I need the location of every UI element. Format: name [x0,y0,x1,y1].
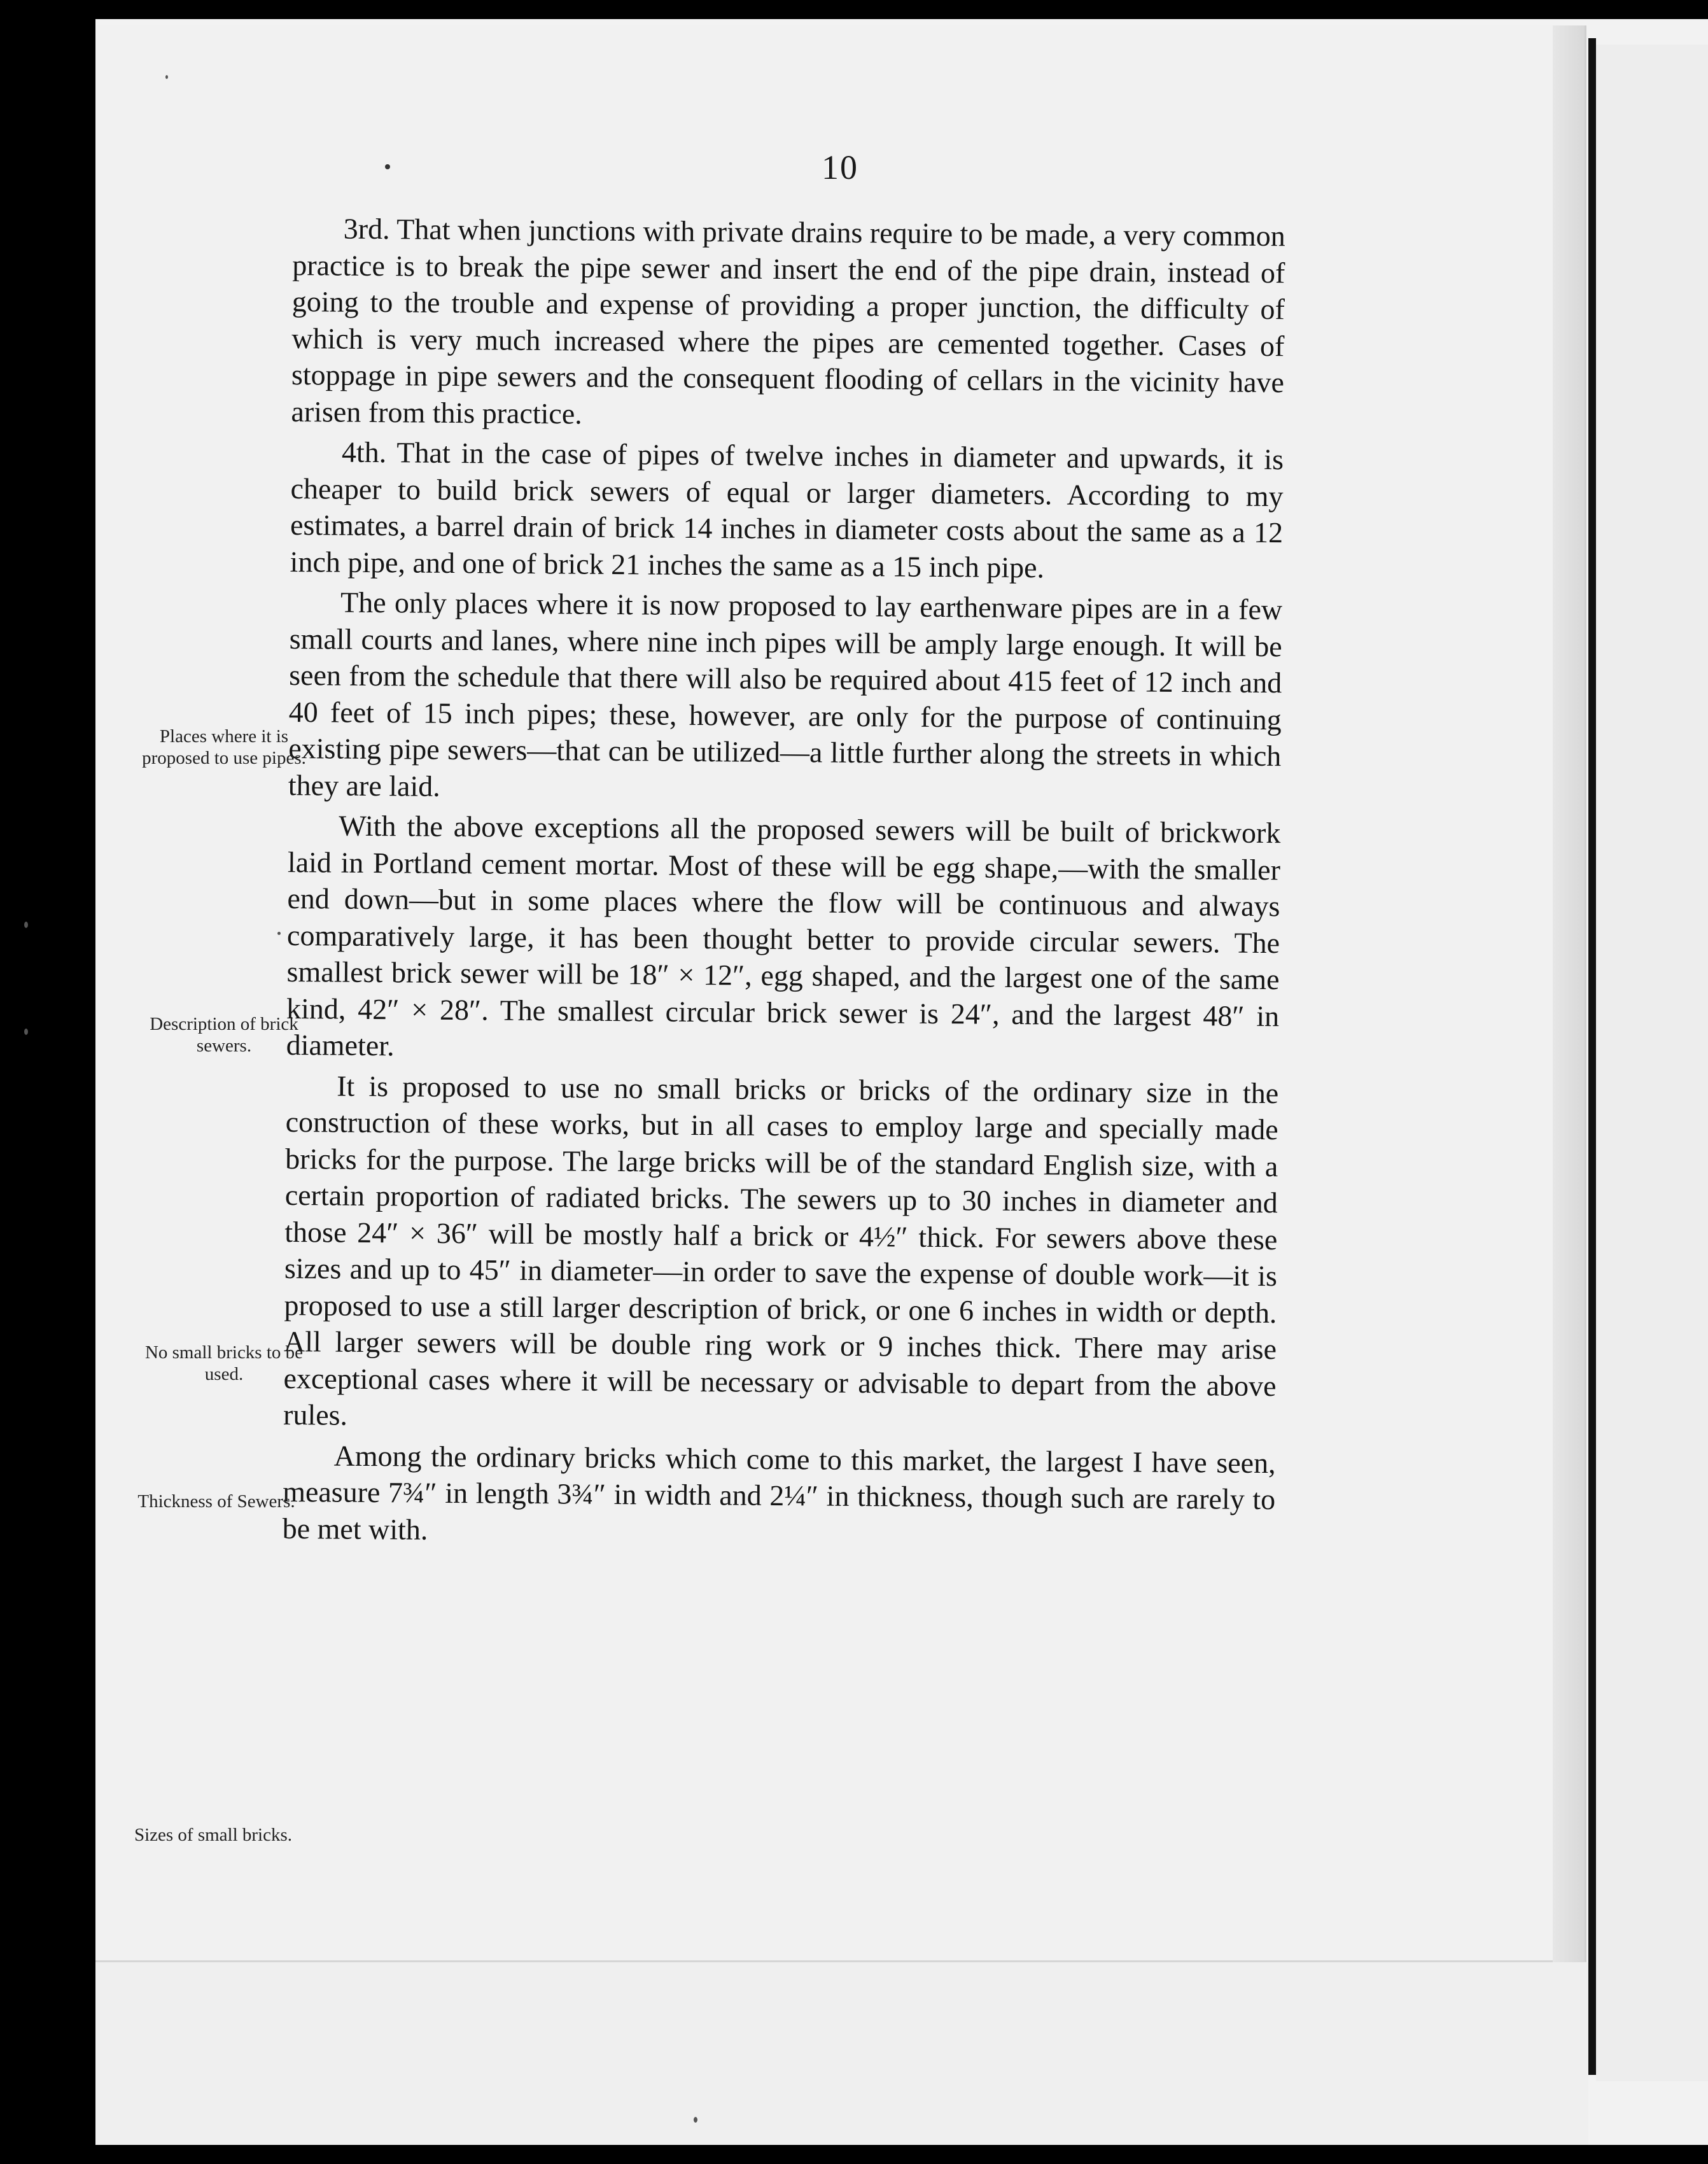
margin-note-pipes: Places where it is proposed to use pipes. [142,726,306,768]
scan-speck [165,75,168,79]
paragraph-large-bricks: It is proposed to use no small bricks or bricks of the ordinary size in the construction of these works, but in all cases to employ large and specially made bricks for the purpose. The large bricks will be of the standard English size, with a certain proportion of radiated bricks. The sewers up to 30 inches in diameter and those 24″ × 36″ will be mostly half a brick or 4½″ thick. For sewers above these sizes and up to 45″ in diameter—in order to save the expense of double work—it is proposed to use a still larger description of brick, or one 6 inches in width or depth. All larger sewers will be double ring work or 9 inches thick. There may arise exceptional cases where it will be necessary or advisable to depart from the above rules. [283,1069,1279,1431]
paragraph-third-point: 3rd. That when junctions with private drains require to be made, a very common practice is to break the pipe sewer and insert the end of the pipe drain, instead of going to the trouble and expense of providing a proper junction, the difficulty of which is very much increased where the pipes are cemented together. Cases of stoppage in pipe sewers and the consequent flooding of cellars in the vicinity have arisen from this practice. [291,212,1285,430]
scan-speck [694,2117,697,2123]
scan-speck [277,932,281,935]
body-text [283,210,1285,1554]
page-shadow [1553,25,1585,1973]
margin-note-thickness: Thickness of Sewers. [137,1491,295,1512]
page-bottom-margin [95,1962,1588,2147]
adjacent-page [1596,45,1708,2081]
margin-note-no-small-bricks: No small bricks to be used. [144,1342,304,1384]
margin-note-brick-sewers: Description of brick sewers. [150,1014,298,1056]
scan-speck [24,1029,28,1035]
binding-edge [1588,38,1596,2075]
paragraph-ordinary-bricks: Among the ordinary bricks which come to this market, the largest I have seen, measure 7¾″ in length 3¾″ in width and 2¼″ in thickness, though such are rarely to be met with. [282,1439,1276,1546]
page-number: 10 [822,148,858,186]
ink-dot [385,164,390,169]
paragraph-brick-sewers: With the above exceptions all the proposed sewers will be built of brickwork laid in Portland cement mortar. Most of these will be egg shape,—with the smaller end down—but in some places where the flow will be continuous and always comparatively large, it has been thought better to provide circular sewers. The smallest brick sewer will be 18″ × 12″, egg shaped, and the largest one of the same kind, 42″ × 28″. The smallest circular brick sewer is 24″, and the largest 48″ in diameter. [286,809,1281,1062]
paragraph-fourth-point: 4th. That in the case of pipes of twelve inches in diameter and upwards, it is cheaper to build brick sewers of equal or larger diameters. According to my estimates, a barrel drain of brick 14 inches in diameter costs about the same as a 12 inch pipe, and one of brick 21 inches the same as a 15 inch pipe. [290,435,1284,584]
paragraph-pipe-places: The only places where it is now proposed to lay earthenware pipes are in a few small courts and lanes, where nine inch pipes will be amply large enough. It will be seen from the schedule that there will also be required about 415 feet of 12 inch and 40 feet of 15 inch pipes; these, however, are only for the purpose of continuing existing pipe sewers—that can be utilized—a little further along the streets in which they are laid. [288,586,1283,803]
scan-border [0,2145,1708,2164]
scan-speck [24,922,28,928]
margin-note-brick-sizes: Sizes of small bricks. [134,1825,293,1845]
